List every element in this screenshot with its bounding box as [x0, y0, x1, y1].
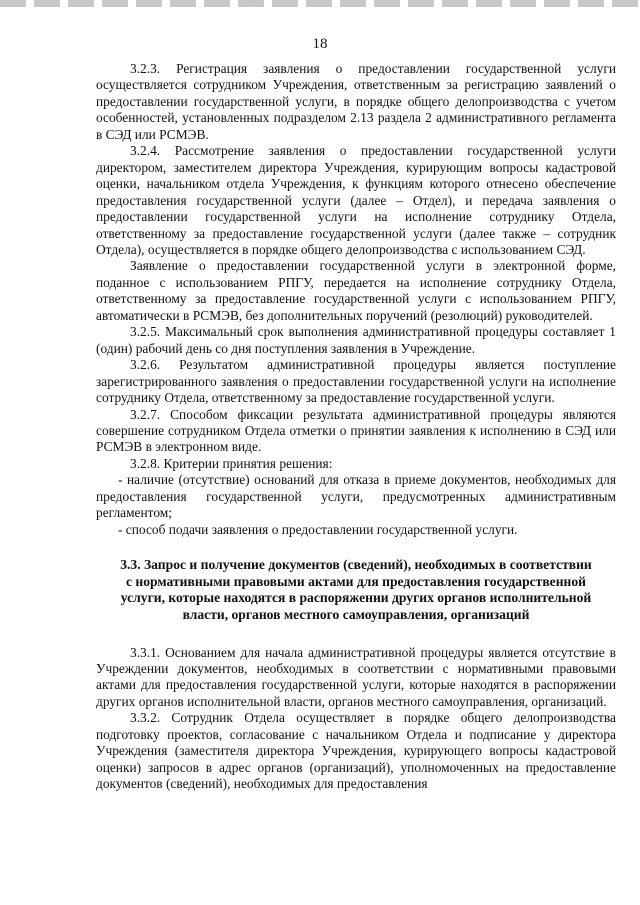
paragraph-3-2-6: 3.2.6. Результатом административной процедуры является поступление зарегистрированного заявления о предоставлении государственной услуги на исполнение сотруднику Отдела, ответственному за предоставление государственной услуги.: [96, 357, 616, 406]
section-heading-line: услуги, которые находятся в распоряжении других органов исполнительной: [120, 590, 592, 606]
paragraph-3-3-1: 3.3.1. Основанием для начала административной процедуры является отсутствие в Учреждении документов, необходимых в соответствии с нормативными правовыми актами для предоставления государственной услуги, которые находятся в распоряжении других органов исполнительной власти, органов местного самоуправления, организаций.: [96, 644, 616, 709]
page-number: 18: [312, 36, 328, 52]
paragraph-3-3-2: 3.3.2. Сотрудник Отдела осуществляет в порядке общего делопроизводства подготовку проектов, согласование с начальником Отдела и подписание у директора Учреждения (заместителя директора Учреждения, курирующего вопросы кадастровой оценки) запросов в адрес органов (организаций), уполномоченных на предоставление документов (сведений), необходимых для предоставления: [96, 710, 616, 792]
paragraph-3-2-7: 3.2.7. Способом фиксации результата административной процедуры являются совершение сотрудником Отдела отметки о принятии заявления к исполнению в СЭД или РСМЭВ в электронном виде.: [96, 406, 616, 455]
section-heading-3-3: [96, 557, 616, 623]
section-heading-line: 3.3. Запрос и получение документов (сведений), необходимых в соответствии: [120, 557, 592, 573]
document-body: [96, 61, 616, 793]
paragraph-3-2-3: 3.2.3. Регистрация заявления о предоставлении государственной услуги осуществляется сотрудником Учреждения, ответственным за регистрацию заявлений о предоставлении государственной услуги, в порядке общего делопроизводства с учетом особенностей, установленных подразделом 2.13 раздела 2 административного регламента в СЭД или РСМЭВ.: [96, 61, 616, 142]
section-heading-line: власти, органов местного самоуправления, организаций: [182, 606, 530, 622]
paragraph-3-2-8: 3.2.8. Критерии принятия решения:: [130, 455, 333, 471]
paragraph-electronic-application: Заявление о предоставлении государственной услуги в электронной форме, поданное с использованием РПГУ, передается на исполнение сотруднику Отдела, ответственному за предоставление государственной услуги с использованием РПГУ, автоматически в РСМЭВ, без дополнительных поручений (резолюций) руководителей.: [96, 258, 616, 323]
paragraph-3-2-5: 3.2.5. Максимальный срок выполнения административной процедуры составляет 1 (один) рабочий день со дня поступления заявления в Учреждение.: [96, 324, 616, 356]
paragraph-3-2-4: 3.2.4. Рассмотрение заявления о предоставлении государственной услуги директором, заместителем директора Учреждения, курирующим вопросы кадастровой оценки, начальником отдела Учреждения, к функциям которого отнесено обеспечение предоставления государственной услуги (далее – Отдел), и передача заявления о предоставлении государственной услуги на исполнение сотруднику Отдела, ответственному за предоставление государственной услуги (далее также – сотрудник Отдела), осуществляется в порядке общего делопроизводства с использованием СЭД.: [96, 143, 616, 257]
section-heading-line: с нормативными правовыми актами для предоставления государственной: [125, 573, 587, 589]
scan-top-edge: [0, 0, 640, 7]
criteria-list-item: - наличие (отсутствие) оснований для отказа в приеме документов, необходимых для предоставления государственной услуги, предусмотренных административным регламентом;: [96, 472, 616, 521]
criteria-list-item: - способ подачи заявления о предоставлении государственной услуги.: [118, 521, 518, 537]
